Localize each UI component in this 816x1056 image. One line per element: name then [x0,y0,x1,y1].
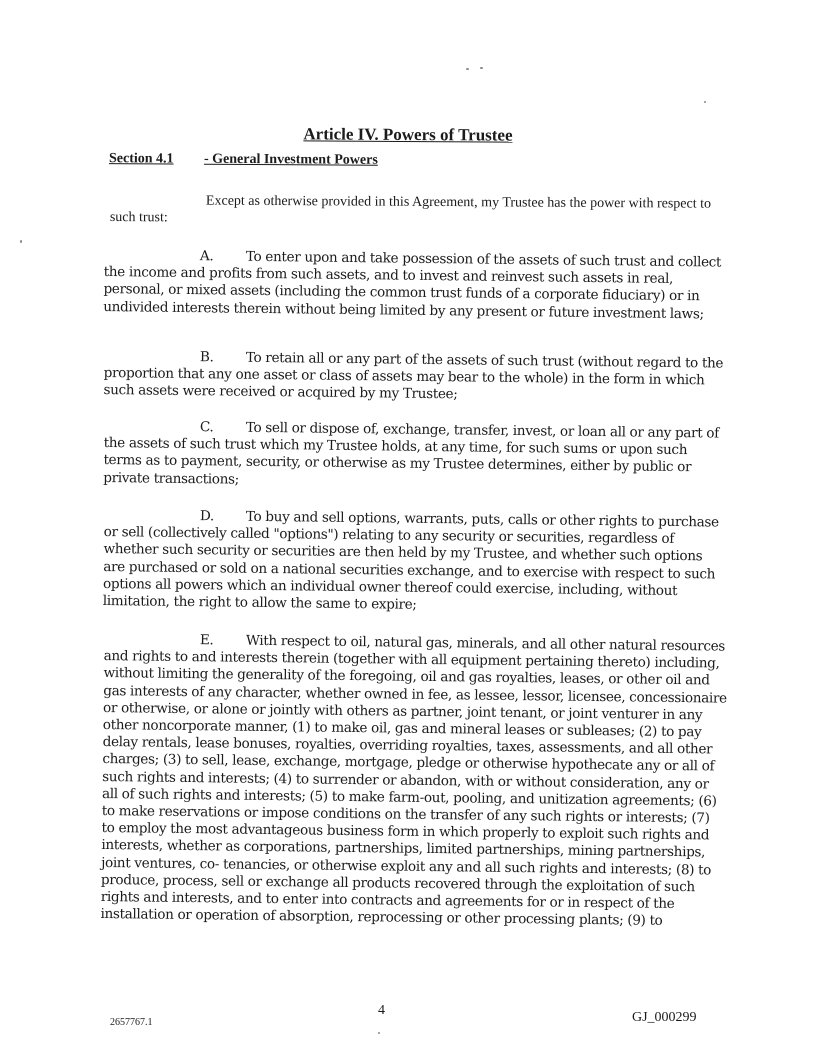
paragraph-e [100,631,728,931]
paragraph-letter: D. [199,508,215,525]
paragraph-d [103,507,728,618]
document-id: 2657767.1 [110,1017,153,1028]
bates-number: GJ_000299 [632,1010,697,1025]
scan-speck [704,101,706,103]
paragraph-text: To enter upon and take possession of the assets of such trust and collect the income and profits from such assets, and to invest and reinvest such assets in real, personal, or mixed assets (including the common trust funds of a corporate fiduciary) or in undivided interests therein without being limited by any present or future investment laws; [103,248,722,322]
section-heading [109,151,709,171]
section-title: - General Investment Powers [203,151,378,168]
scan-speck [378,1032,380,1034]
paragraph-c [103,418,728,494]
article-title: Article IV. Powers of Trustee [303,124,513,145]
paragraph-letter: B. [199,349,214,366]
paragraph-letter: E. [199,632,214,649]
scan-speck [20,240,22,243]
scan-speck [466,68,469,70]
paragraph-letter: A. [199,248,214,265]
paragraph-b [103,348,728,407]
page-number: 4 [378,1003,385,1018]
paragraph-text: To retain all or any part of the assets of such trust (without regard to the proportion that any one asset or class of assets may bear to the whole) in the form in which such assets were received or acquired by my Trustee; [103,349,724,403]
intro-paragraph [110,192,720,230]
paragraph-text: With respect to oil, natural gas, minerals, and all other natural resources and rights to and interests therein (together with all equipment pertaining thereto) including, without limiting the generality of the foregoing, oil and gas royalties, leases, or other oil and gas interests of any character, whether owned in fee, as lessee, lessor, licensee, concessionaire or otherwise, or alone or jointly with others as partner, joint tenant, or joint venturer in any other noncorporate manner, (1) to make oil, gas and mineral leases or subleases; (2) to pay delay rentals, lease bonuses, royalties, overriding royalties, taxes, assessments, and all other charges; (3) to sell, lease, exchange, mortgage, pledge or otherwise hypothecate any or all of such rights and interests; (4) to surrender or abandon, with or without consideration, any or all of such rights and interests; (5) to make farm-out, pooling, and unitization agreements; (6) to make reservations or impose conditions on the transfer of any such rights or interests; (7) to employ the most advantageous business form in which properly to exploit such rights and interests, whether as corporations, partnerships, limited partnerships, mining partnerships, joint ventures, co- tenancies, or otherwise exploit any and all such rights and interests; (8) to produce, process, sell or exchange all products recovered through the exploitation of such rights and interests, and to enter into contracts and agreements for or in respect of the installation or operation of absorption, reprocessing or other processing plants; (9) to [100,632,727,930]
section-number: Section 4.1 [108,151,174,167]
paragraph-a [103,247,728,323]
paragraph-text: To sell or dispose of, exchange, transfer, invest, or loan all or any part of the assets of such trust which my Trustee holds, at any time, for such sums or upon such terms as to payment, security, or otherwise as my Trustee determines, either by public or private transactions; [103,419,719,488]
paragraph-letter: C. [199,419,214,436]
intro-text: Except as otherwise provided in this Agreement, my Trustee has the power with respect to such trust: [109,193,712,226]
paragraph-text: To buy and sell options, warrants, puts, calls or other rights to purchase or sell (collectively called "options") relating to any security or securities, regardless of whether such security or securities are then held by my Trustee, and whether such options are purchased or sold on a national securities exchange, and to exercise with respect to such options all powers which an individual owner thereof could exercise, including, without limitation, the right to allow the same to expire; [102,508,719,613]
scan-speck [480,67,483,69]
